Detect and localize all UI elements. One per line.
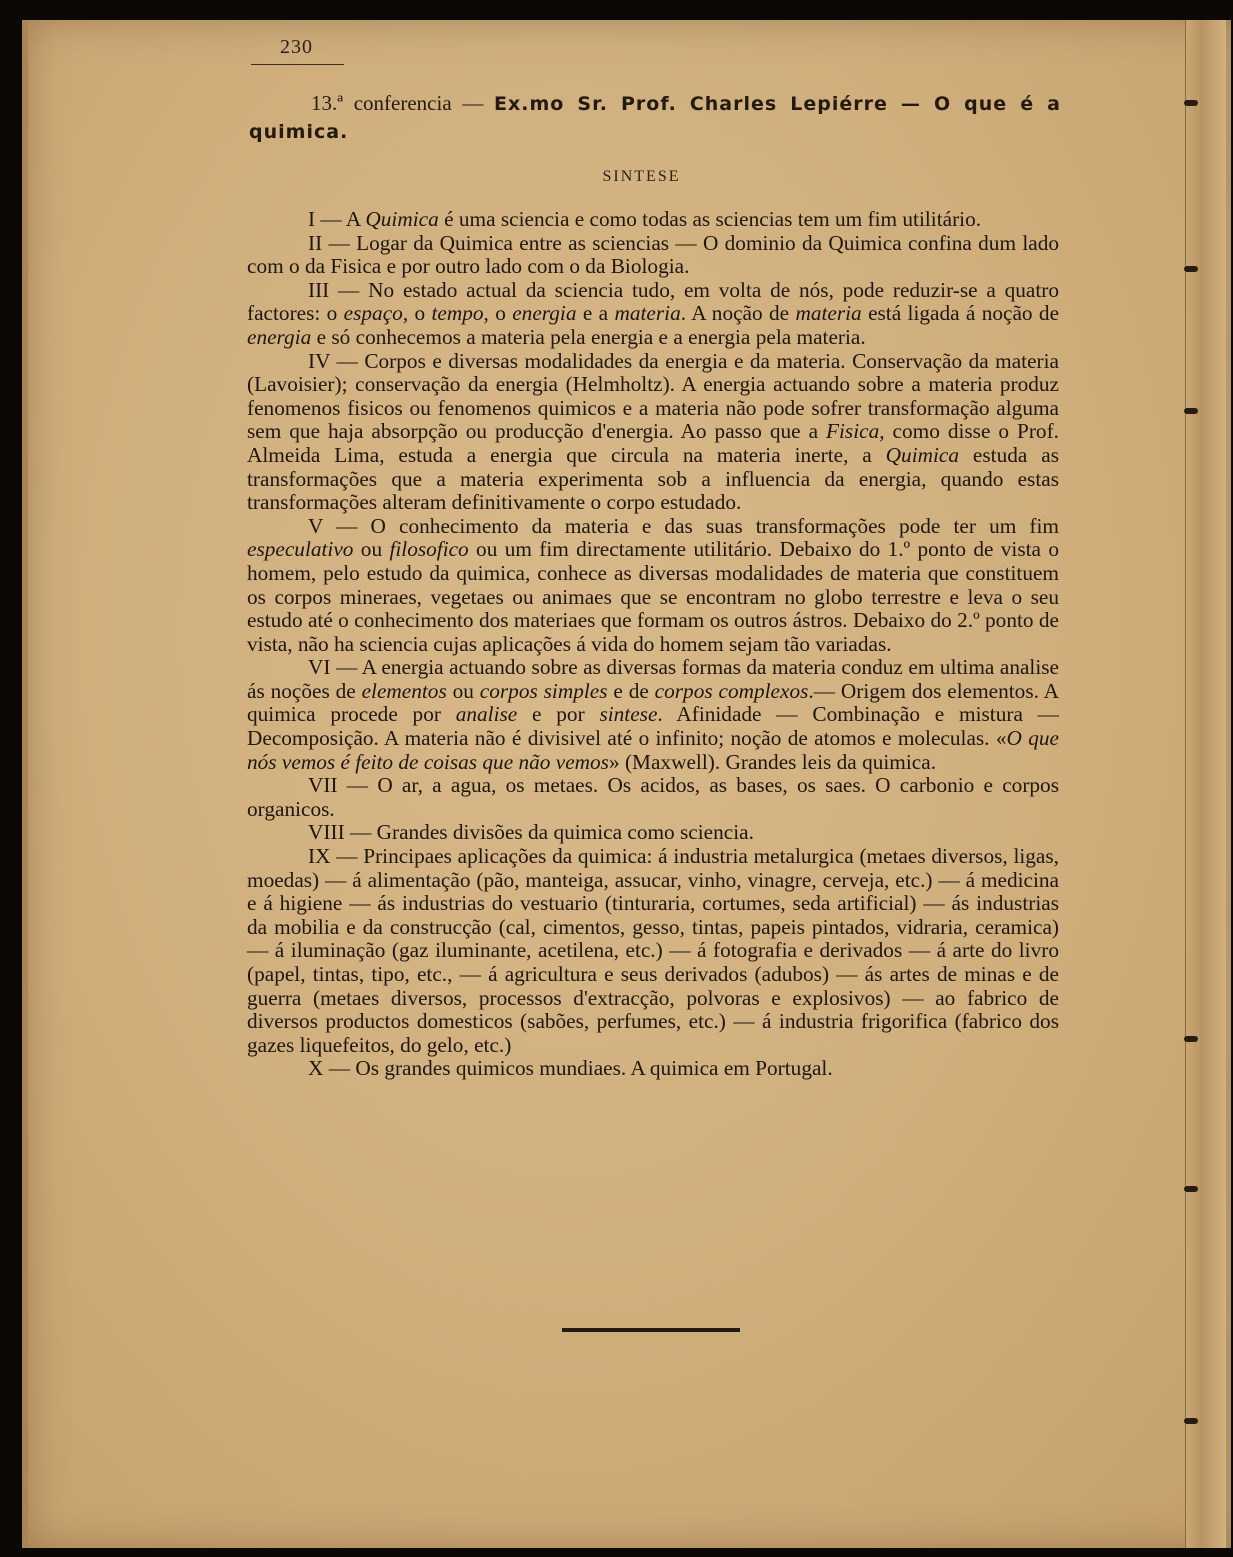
paragraph-text: , como disse o Prof. Almeida Lima, estuda a energia que circula na materia inerte, a	[247, 419, 1059, 467]
paragraph-text: ou um fim directamente utilitário. Debaixo do 1.º ponto de vista o homem, pelo estudo da quimica, conhece as diversas modalidades de materia que constituem os corpos mineraes, vegetaes ou animaes que se encontram no globo terrestre e leva o seu estudo até o conhecimento dos materiaes que formam os outros ástros. Debaixo do 2.º ponto de vista, não ha sciencia cujas aplicações á vida do homem sejam tão variadas.	[247, 537, 1059, 656]
synthesis-paragraph	[247, 821, 1059, 845]
italic-term: tempo	[431, 301, 484, 326]
italic-term: analise	[455, 702, 518, 727]
italic-term: energia	[247, 324, 312, 349]
paragraph-text: estuda as transformações que a materia experimenta sob a influencia da energia, quando estas transformações alteram definitivamente o corpo estudado.	[247, 442, 1059, 515]
paragraph-text: X — Os grandes quimicos mundiaes. A quimica em Portugal.	[308, 1056, 833, 1081]
paragraph-text: está ligada á noção de	[861, 301, 1060, 326]
paragraph-text: III — No estado actual da sciencia tudo, em volta de nós, pode reduzir-se a quatro factores: o	[247, 277, 1059, 326]
synthesis-paragraph	[247, 350, 1059, 515]
synthesis-paragraph	[247, 208, 1059, 232]
italic-term: Quimica	[365, 207, 439, 231]
paragraph-text: VII — O ar, a agua, os metaes. Os acidos, as bases, os saes. O carbonio e corpos organicos.	[247, 773, 1059, 821]
binding-hole	[1184, 1418, 1198, 1424]
italic-term: corpos simples	[479, 678, 608, 703]
paragraph-text: . A noção de	[680, 301, 796, 326]
binding-hole	[1184, 100, 1198, 106]
italic-term: materia	[614, 301, 681, 326]
page-number-rule	[251, 64, 344, 65]
binding-hole	[1184, 1036, 1198, 1042]
italic-term: energia	[512, 301, 577, 326]
synthesis-paragraph	[247, 279, 1059, 350]
binding-hole	[1184, 1186, 1198, 1192]
italic-term: especulativo	[247, 537, 354, 562]
paragraph-text: .— Origem dos elementos. A quimica procede por	[247, 678, 1059, 727]
italic-term: sintese	[599, 702, 658, 727]
paragraph-text: V — O conhecimento da materia e das suas transformações pode ter um fim	[308, 513, 1059, 538]
italic-term: elementos	[361, 678, 447, 703]
italic-term: Quimica	[885, 442, 960, 467]
paragraph-text: ou	[353, 537, 390, 562]
conference-speaker-title: Ex.mo Sr. Prof. Charles Lepiérre — O que é a quimica.	[249, 93, 1061, 143]
paragraph-text: é uma sciencia e como todas as sciencias tem um fim utilitário.	[438, 207, 982, 231]
synthesis-paragraph	[247, 845, 1059, 1057]
italic-term: O que nós vemos é feito de coisas que não vemos	[247, 726, 1059, 774]
binding-hole	[1184, 266, 1198, 272]
italic-term: Fisica	[826, 419, 880, 444]
synthesis-paragraph	[247, 656, 1059, 774]
paragraph-text: . Afinidade — Combinação e mistura — Decomposição. A materia não é divisivel até o infinito; noção de atomos e moleculas. «	[247, 702, 1059, 751]
paragraph-text: , o	[402, 301, 432, 326]
italic-term: corpos complexos	[654, 678, 809, 703]
paragraph-text: » (Maxwell). Grandes leis da quimica.	[608, 749, 937, 774]
paragraph-text: e só conhecemos a materia pela energia e a energia pela materia.	[311, 324, 866, 349]
paragraph-text: IV — Corpos e diversas modalidades da energia e da materia. Conservação da materia (Lavoisier); conservação da energia (Helmholtz). A energia actuando sobre a materia produz fenomenos fisicos ou fenomenos quimicos e a materia não pode sofrer transformação alguma sem que haja absorpção ou producção d'energia. Ao passo que a	[247, 348, 1059, 444]
paragraph-text: , o	[483, 301, 513, 326]
end-rule	[562, 1328, 740, 1332]
synthesis-body	[247, 208, 1059, 1081]
conference-heading	[249, 90, 1061, 146]
page-number: 230	[280, 36, 313, 58]
paragraph-text: IX — Principaes aplicações da quimica: á industria metalurgica (metaes diversos, ligas, moedas) — á alimentação (pão, manteiga, assucar, vinho, vinagre, cerveja, etc.) — á medicina e á higiene — ás industrias do vestuario (tinturaria, cortumes, seda artificial) — ás industrias da mobilia e da construcção (cal, cimentos, gesso, tintas, papeis pintados, vidraria, ceramica) — á iluminação (gaz iluminante, acetilena, etc.) — á fotografia e derivados — á arte do livro (papel, tintas, tipo, etc., — á agricultura e seus derivados (adubos) — ás artes de minas e de guerra (metaes diversos, processos d'extracção, polvoras e explosivos) — ao fabrico de diversos productos domesticos (sabões, perfumes, etc.) — á industria frigorifica (fabrico dos gazes liquefeitos, do gelo, etc.)	[247, 844, 1059, 1057]
conference-number: 13.ª conferencia —	[311, 91, 495, 115]
paragraph-text: ou	[446, 678, 480, 703]
italic-term: materia	[795, 301, 862, 326]
paragraph-text: e a	[576, 301, 615, 326]
binding-hole	[1184, 408, 1198, 414]
paragraph-text: e de	[607, 678, 655, 703]
synthesis-paragraph	[247, 232, 1059, 279]
synthesis-paragraph	[247, 1057, 1059, 1081]
synthesis-paragraph	[247, 774, 1059, 821]
binding-fold	[1185, 20, 1226, 1548]
synthesis-paragraph	[247, 515, 1059, 657]
paragraph-text: II — Logar da Quimica entre as sciencias — O dominio da Quimica confina dum lado com o da Fisica e por outro lado com o da Biologia.	[247, 230, 1059, 279]
paragraph-text: e por	[517, 702, 600, 727]
paragraph-text: I — A	[308, 207, 366, 231]
paragraph-text: VIII — Grandes divisões da quimica como sciencia.	[308, 820, 754, 845]
italic-term: espaço	[343, 301, 403, 326]
section-title: SINTESE	[602, 168, 681, 185]
paragraph-text: VI — A energia actuando sobre as diversas formas da materia conduz em ultima analise ás noções de	[247, 655, 1059, 703]
italic-term: filosofico	[389, 537, 469, 562]
